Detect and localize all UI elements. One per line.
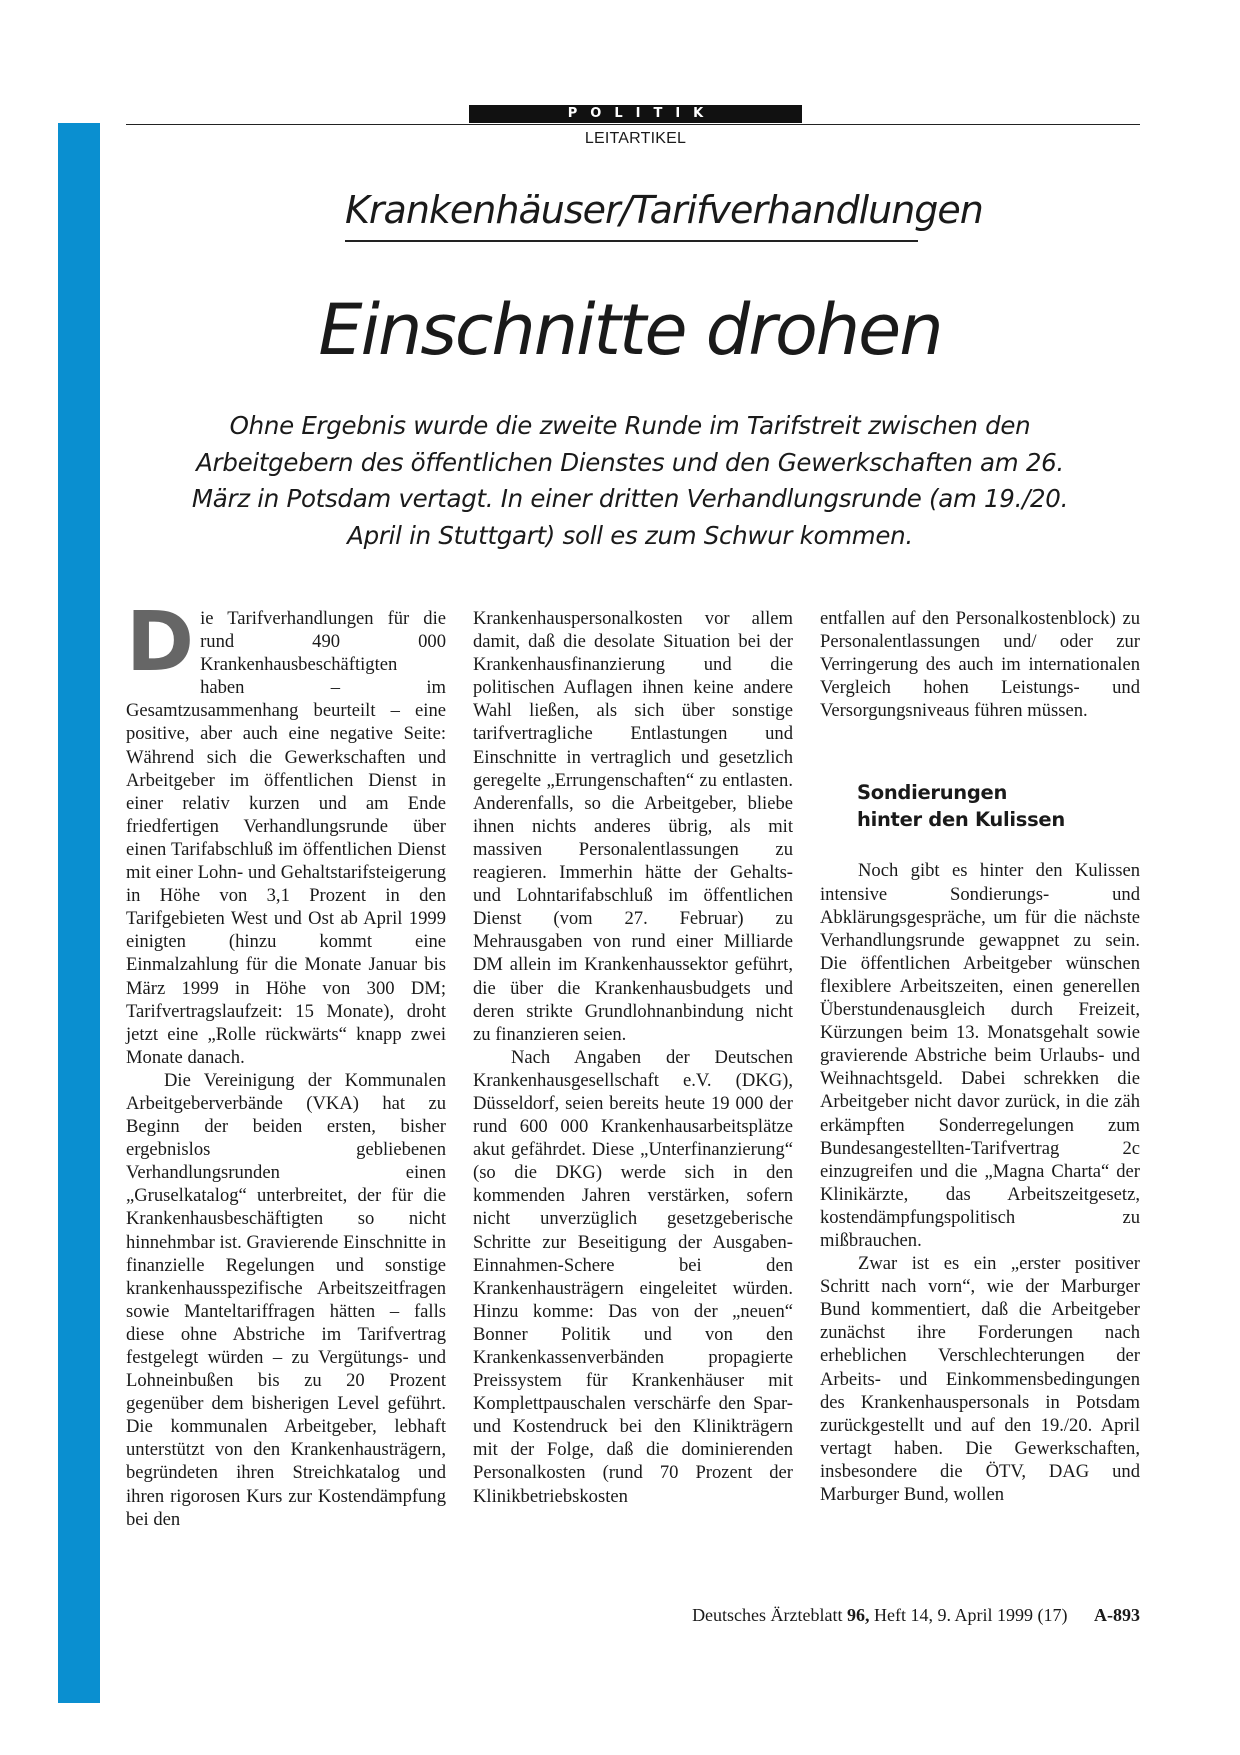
article-lead: Ohne Ergebnis wurde die zweite Runde im Tarifstreit zwischen den Arbeitgebern des öffentlichen Dienstes und den Gewerkschaften am 26. März in Potsdam vertagt. In einer dritten Verhandlungsrunde (am 19./20. April in Stuttgart) soll es zum Schwur kommen.	[191, 411, 1069, 550]
text-column-3	[820, 607, 1140, 1506]
kicker-underline	[345, 240, 918, 242]
journal-volume: 96,	[847, 1605, 870, 1625]
paragraph: Zwar ist es ein „erster positiver Schritt nach vorn“, wie der Marburger Bund kommentiert, daß die Arbeitgeber zunächst ihre Forderungen nach erheblichen Verschlechterungen der Arbeits- und Einkommensbedingungen des Krankenhauspersonals in Potsdam zurückgestellt und auf den 19./20. April vertagt haben. Die Gewerkschaften, insbesondere die ÖTV, DAG und Marburger Bund, wollen	[820, 1253, 1140, 1505]
section-subrubric: LEITARTIKEL	[584, 130, 687, 147]
section-subheading	[857, 779, 1140, 833]
article-kicker: Krankenhäuser/Tarifverhandlungen	[345, 188, 983, 232]
issue-info: Heft 14, 9. April 1999 (17)	[874, 1605, 1068, 1625]
header-rule	[126, 124, 1140, 125]
accent-sidebar-bar	[58, 123, 100, 1703]
article-headline: Einschnitte drohen	[318, 289, 942, 371]
paragraph: ie Tarifverhandlungen für die rund 490 000 Krankenhausbeschäftigten haben – im Gesamtzusammenhang beurteilt – eine positive, aber auch eine negative Seite: Während sich die Gewerkschaften und Arbeitgeber im öffentlichen Dienst in einer relativ kurzen und am Ende friedfertigen Verhandlungsrunde über einen Tarifabschluß im öffentlichen Dienst mit einer Lohn- und Gehaltstarifsteigerung in Höhe von 3,1 Prozent in den Tarifgebieten West und Ost ab April 1999 einigten (hinzu kommt eine Einmalzahlung für die Monate Januar bis März 1999 in Höhe von 300 DM; Tarifvertragslaufzeit: 15 Monate), droht jetzt eine „Rolle rückwärts“ knapp zwei Monate danach.	[126, 608, 446, 1068]
drop-cap: D	[126, 595, 193, 690]
journal-name: Deutsches Ärzteblatt	[692, 1605, 843, 1625]
subheading-line: hinter den Kulissen	[857, 808, 1065, 832]
paragraph: Die Vereinigung der Kommunalen Arbeitgeberverbände (VKA) hat zu Beginn der beiden ersten, bisher ergebnislos gebliebenen Verhandlungsrunden einen „Gruselkatalog“ unterbreitet, der für die Krankenhausbeschäftigten so nicht hinnehmbar ist. Gravierende Einschnitte in finanzielle Regelungen und sonstige krankenhausspezifische Arbeitszeitfragen sowie Manteltariffragen hätten – falls diese ohne Abstriche im Tarifvertrag festgelegt würden – zu Vergütungs- und Lohneinbußen bis zu 20 Prozent gegenüber dem bisherigen Level geführt. Die kommunalen Arbeitgeber, lebhaft unterstützt von den Krankenhausträgern, begründeten ihren Streichkatalog und ihren rigorosen Kurs zur Kostendämpfung bei den	[126, 1069, 446, 1530]
page-number: A-893	[1094, 1605, 1140, 1625]
page-footer	[560, 1605, 1140, 1626]
paragraph: Nach Angaben der Deutschen Krankenhausgesellschaft e.V. (DKG), Düsseldorf, seien bereits heute 19 000 der rund 600 000 Krankenhausarbeitsplätze akut gefährdet. Diese „Unterfinanzierung“ (so die DKG) werde sich in den kommenden Jahren verstärken, sofern nicht unverzüglich gesetzgeberische Schritte zur Beseitigung der Ausgaben-Einnahmen-Schere bei den Krankenhausträgern eingeleitet würden. Hinzu komme: Das von der „neuen“ Bonner Politik und von den Krankenkassenverbänden propagierte Preissystem für Krankenhäuser mit Komplettpauschalen verschärfe den Spar- und Kostendruck bei den Klinikträgern mit der Folge, daß die dominierenden Personalkosten (rund 70 Prozent der Klinikbetriebskosten	[473, 1046, 793, 1507]
paragraph: Noch gibt es hinter den Kulissen intensive Sondierungs- und Abklärungsgespräche, um für die nächste Verhandlungsrunde gewappnet zu sein. Die öffentlichen Arbeitgeber wünschen flexiblere Arbeitszeiten, einen generellen Überstundenausgleich durch Freizeit, Kürzungen beim 13. Monatsgehalt sowie gravierende Abstriche beim Urlaubs- und Weihnachtsgeld. Dabei schrekken die Arbeitgeber nicht davor zurück, in die zäh erkämpften Sonderregelungen zum Bundesangestellten-Tarifvertrag 2c einzugreifen und die „Magna Charta“ der Klinikärzte, das Arbeitszeitgesetz, kostendämpfungspolitisch zu mißbrauchen.	[820, 860, 1140, 1251]
subheading-line: Sondierungen	[857, 781, 1008, 805]
paragraph: entfallen auf den Personalkostenblock) zu Personalentlassungen und/ oder zur Verringerung des auch im internationalen Vergleich hohen Leistungs- und Versorgungsniveaus führen müssen.	[820, 608, 1140, 722]
text-column-2	[473, 607, 793, 1508]
paragraph: Krankenhauspersonalkosten vor allem damit, daß die desolate Situation bei der Krankenhausfinanzierung und die politischen Auflagen ihnen keine andere Wahl ließen, als sich über sonstige tarifvertragliche Entlastungen und Einschnitte in vertraglich und gesetzlich geregelte „Errungenschaften“ zu entlasten. Anderenfalls, so die Arbeitgeber, bliebe ihnen nichts anderes übrig, als mit massiven Personalentlassungen zu reagieren. Immerhin hätte der Gehalts- und Lohntarifabschluß im öffentlichen Dienst (vom 27. Februar) zu Mehrausgaben von rund einer Milliarde DM allein im Krankenhaussektor geführt, die über die Krankenhausbudgets und deren strikte Grundlohnanbindung nicht zu finanzieren seien.	[473, 608, 793, 1045]
section-rubric: POLITIK	[469, 105, 802, 123]
text-column-1	[126, 595, 446, 1531]
